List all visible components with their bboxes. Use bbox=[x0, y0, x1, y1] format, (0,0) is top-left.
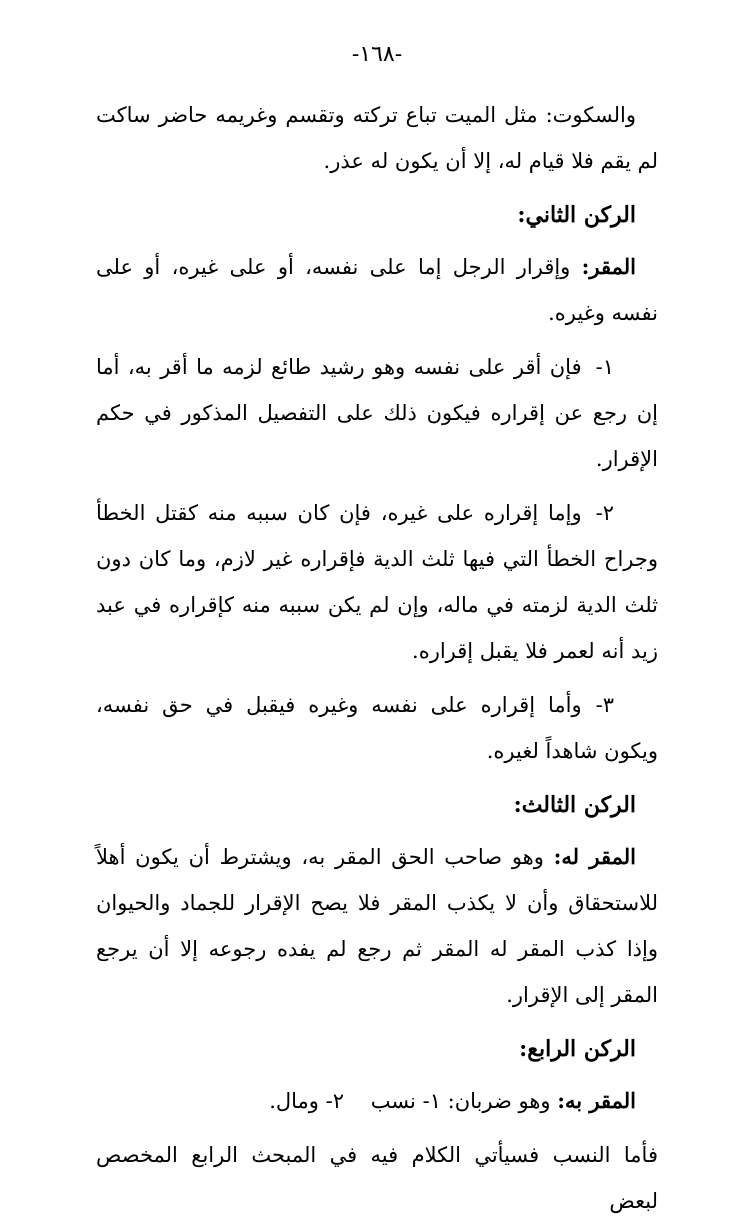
list-item-3-number: ٣- bbox=[595, 693, 614, 717]
term-acknowledged-thing: المقر به: bbox=[557, 1088, 636, 1113]
list-item-1-number: ١- bbox=[595, 355, 614, 379]
term-acknowledger: المقر: bbox=[581, 254, 636, 279]
option-property: ٢- ومال. bbox=[269, 1089, 344, 1113]
heading-second-pillar: الركن الثاني: bbox=[517, 202, 636, 228]
page-number: -١٦٨- bbox=[351, 42, 403, 67]
paragraph-acknowledger bbox=[96, 244, 658, 336]
option-lineage: ١- نسب bbox=[370, 1089, 441, 1113]
paragraph-silence: والسكوت: مثل الميت تباع تركته وتقسم وغريمه حاضر ساكت لم يقم فلا قيام له، إلا أن يكون له عذر. bbox=[96, 103, 658, 173]
list-item-3 bbox=[96, 682, 658, 774]
paragraph-acknowledged-thing bbox=[96, 1078, 658, 1124]
acknowledged-thing-intro: وهو ضربان: bbox=[447, 1089, 551, 1113]
paragraph-acknowledged-party bbox=[96, 834, 658, 1018]
list-item-2 bbox=[96, 490, 658, 674]
list-item-1 bbox=[96, 344, 658, 482]
heading-third-pillar: الركن الثالث: bbox=[513, 792, 636, 818]
term-acknowledged-party: المقر له: bbox=[553, 844, 636, 869]
list-item-3-text: وأما إقراره على نفسه وغيره فيقبل في حق نفسه، ويكون شاهداً لغيره. bbox=[96, 693, 658, 763]
paragraph-lineage: فأما النسب فسيأتي الكلام فيه في المبحث الرابع المخصص لبعض bbox=[96, 1143, 658, 1213]
acknowledger-text: وإقرار الرجل إما على نفسه، أو على غيره، أو على نفسه وغيره. bbox=[96, 255, 658, 325]
list-item-2-number: ٢- bbox=[595, 501, 614, 525]
document-page bbox=[96, 40, 658, 1232]
acknowledged-party-text: وهو صاحب الحق المقر به، ويشترط أن يكون أهلاً للاستحقاق وأن لا يكذب المقر فلا يصح الإقرار للجماد والحيوان وإذا كذب المقر له المقر ثم رجع لم يفده رجوعه إلا أن يرجع المقر إلى الإقرار. bbox=[96, 845, 658, 1007]
list-item-1-text: فإن أقر على نفسه وهو رشيد طائع لزمه ما أقر به، أما إن رجع عن إقراره فيكون ذلك على التفصيل المذكور في حكم الإقرار. bbox=[96, 355, 658, 471]
heading-fourth-pillar: الركن الرابع: bbox=[519, 1036, 636, 1062]
list-item-2-text: وإما إقراره على غيره، فإن كان سببه منه كقتل الخطأ وجراح الخطأ التي فيها ثلث الدية فإقراره غير لازم، وما كان دون ثلث الدية لزمته في ماله، وإن لم يكن سببه منه كإقراره في عبد زيد أنه لعمر فلا يقبل إقراره. bbox=[96, 501, 658, 663]
